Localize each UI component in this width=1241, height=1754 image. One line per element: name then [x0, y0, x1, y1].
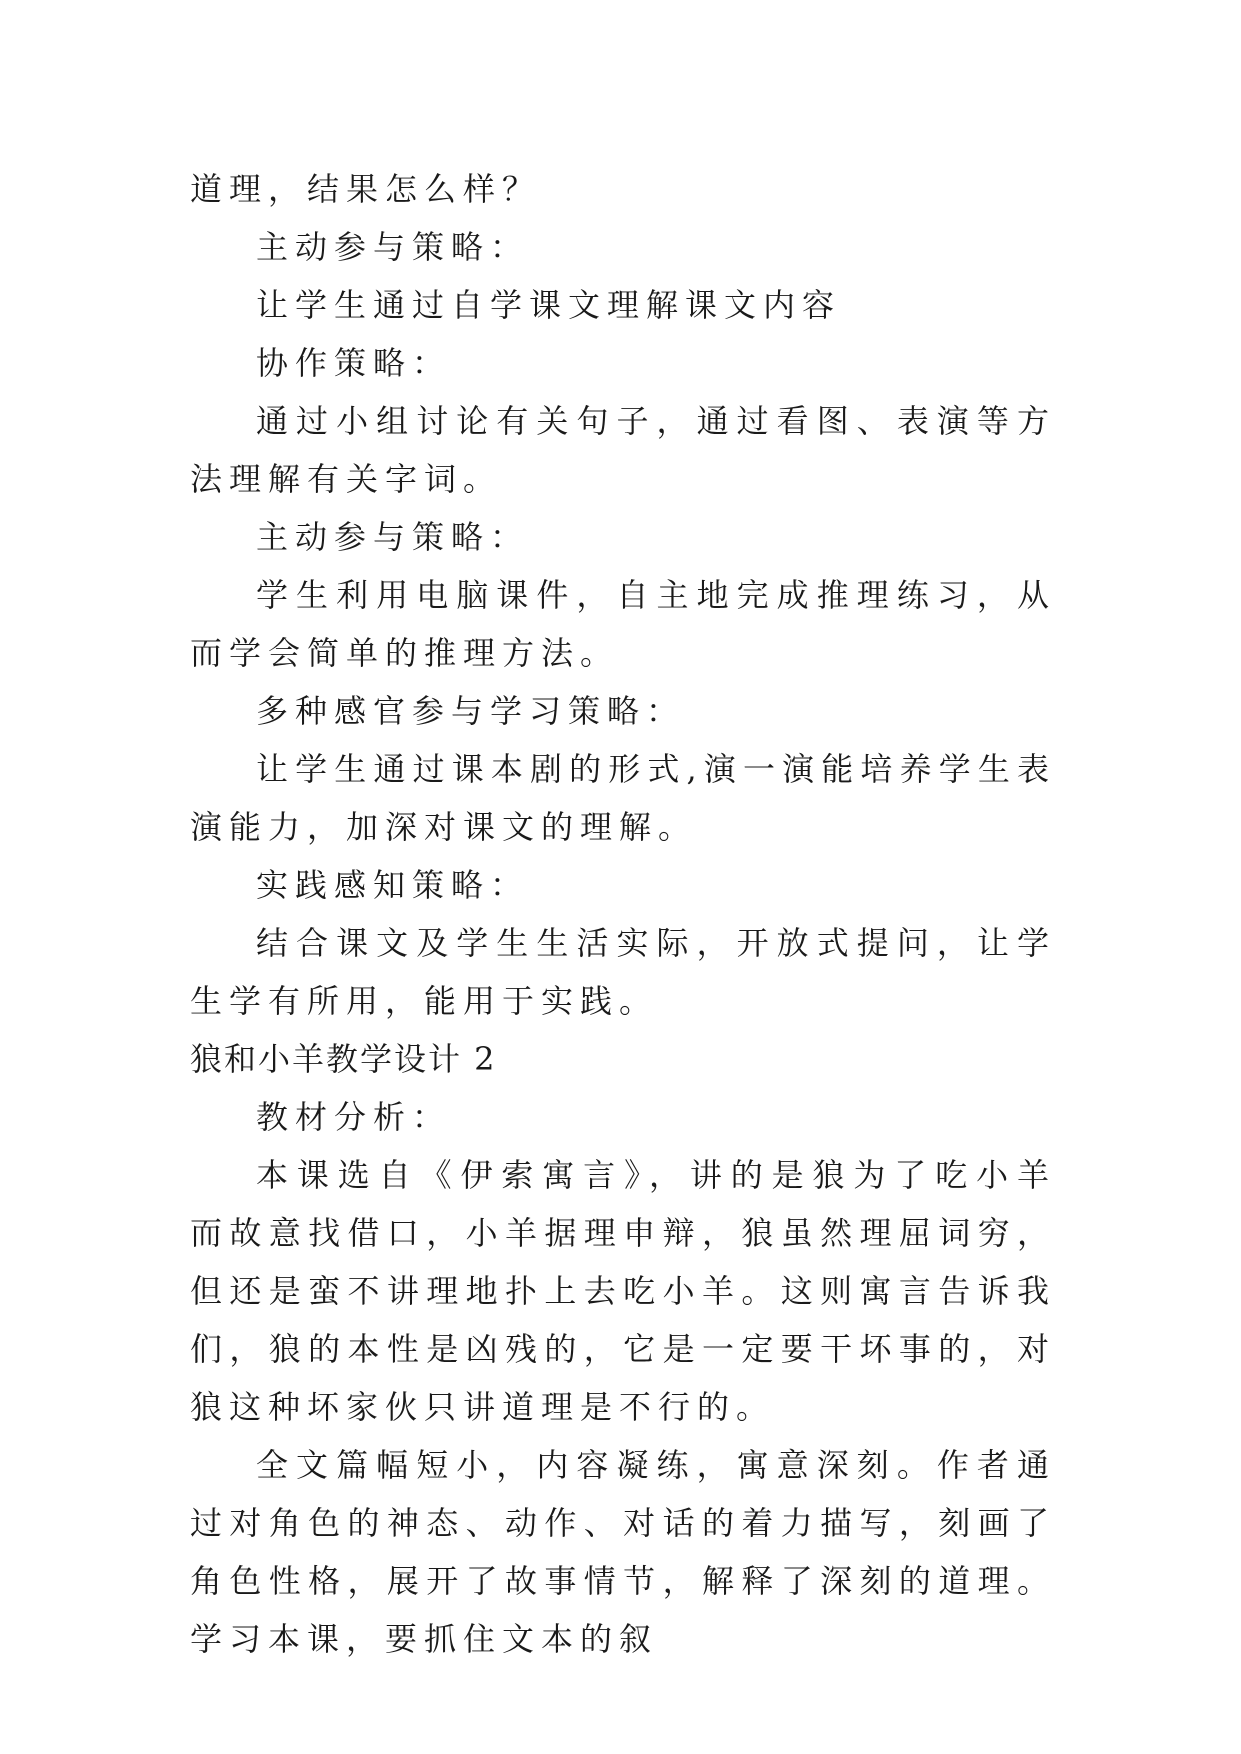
paragraph: 教材分析：: [256, 1098, 452, 1136]
paragraph: 让学生通过自学课文理解课文内容: [256, 286, 842, 324]
document-body: [190, 160, 1056, 1668]
paragraph: 主动参与策略：: [256, 518, 530, 556]
paragraph: 实践感知策略：: [256, 866, 530, 904]
paragraph: 学生利用电脑课件，自主地完成推理练习，从而学会简单的推理方法。: [190, 576, 1056, 672]
paragraph: 道理，结果怎么样？: [190, 170, 542, 208]
paragraph: 主动参与策略：: [256, 228, 530, 266]
section-title: 狼和小羊教学设计 2: [190, 1040, 497, 1078]
paragraph: 多种感官参与学习策略：: [256, 692, 686, 730]
paragraph: 结合课文及学生生活实际，开放式提问，让学生学有所用，能用于实践。: [190, 924, 1056, 1020]
paragraph: 让学生通过课本剧的形式,演一演能培养学生表演能力，加深对课文的理解。: [190, 750, 1056, 846]
paragraph: 协作策略：: [256, 344, 452, 382]
paragraph: 通过小组讨论有关句子，通过看图、表演等方法理解有关字词。: [190, 402, 1056, 498]
paragraph: 全文篇幅短小，内容凝练，寓意深刻。作者通过对角色的神态、动作、对话的着力描写，刻画了角色性格，展开了故事情节，解释了深刻的道理。学习本课，要抓住文本的叙: [190, 1446, 1056, 1658]
paragraph: 本课选自《伊索寓言》，讲的是狼为了吃小羊而故意找借口，小羊据理申辩，狼虽然理屈词穷，但还是蛮不讲理地扑上去吃小羊。这则寓言告诉我们，狼的本性是凶残的，它是一定要干坏事的，对狼这种坏家伙只讲道理是不行的。: [190, 1156, 1056, 1426]
